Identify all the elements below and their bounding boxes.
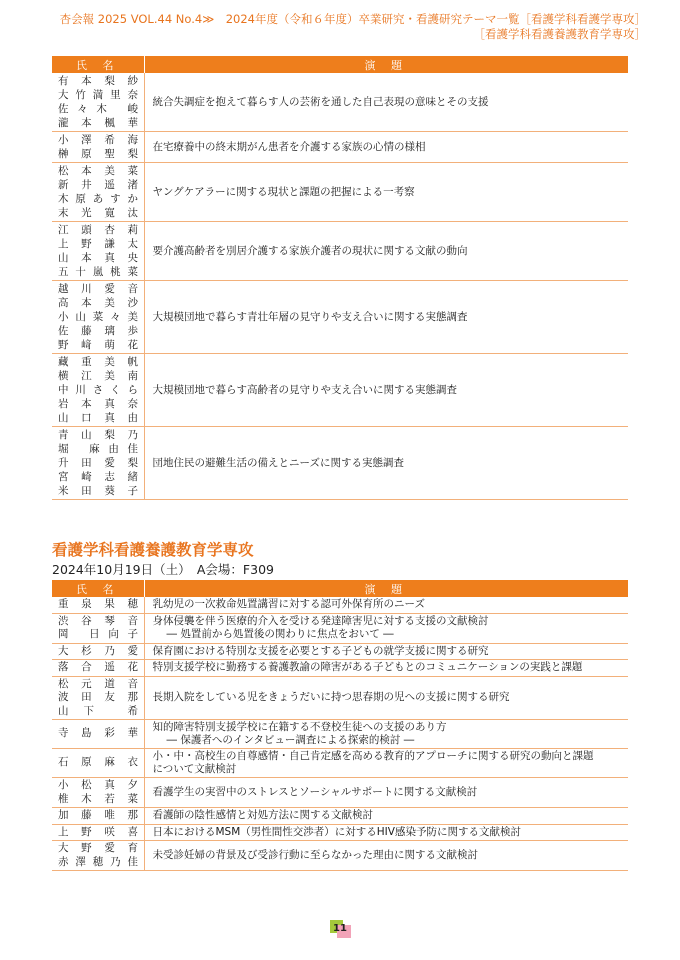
- presenter-name: 藏重美帆: [58, 356, 138, 368]
- presenter-names-cell: [52, 720, 144, 749]
- research-topic: 統合失調症を抱えて暮らす人の芸術を通した自己表現の意味とその支援: [152, 95, 489, 108]
- presenter-name: 石原麻衣: [58, 756, 138, 769]
- table-row: [52, 660, 628, 677]
- table-row: [52, 354, 628, 427]
- research-topic-cell: [144, 163, 628, 222]
- presenter-names-cell: [52, 808, 144, 825]
- presenter-name: 中川さくら: [58, 384, 138, 396]
- presenter-name: 大杉乃愛: [58, 644, 138, 657]
- research-topic: 未受診妊婦の背景及び受診行動に至らなかった理由に関する文献検討: [152, 849, 478, 861]
- presenter-name: 大竹満里奈: [58, 89, 138, 101]
- table-row: [52, 749, 628, 778]
- research-topic-cell: [144, 427, 628, 500]
- table-row: [52, 281, 628, 354]
- research-topic: 日本におけるMSM（男性間性交渉者）に対するHIV感染予防に関する文献検討: [152, 825, 521, 838]
- presenter-name: 山本真央: [58, 252, 138, 264]
- table-row: [52, 73, 628, 132]
- table-row: [52, 778, 628, 808]
- presenter-name: 新井遥渚: [58, 179, 138, 191]
- research-topic: 大規模団地で暮らす青壮年層の見守りや支え合いに関する実態調査: [152, 310, 468, 323]
- table-nursing-major: [52, 56, 628, 500]
- presenter-name: 椎木若菜: [58, 792, 138, 805]
- research-topic-cell: [144, 824, 628, 841]
- research-topic-cell: [144, 778, 628, 808]
- presenter-names-cell: [52, 841, 144, 871]
- presenter-name: 小松真夕: [58, 779, 138, 791]
- presenter-name: 青山梨乃: [58, 429, 138, 441]
- table-row: [52, 643, 628, 660]
- research-topic: 看護師の陰性感情と対処方法に関する文献検討: [152, 809, 373, 822]
- table-school-nursing-major: [52, 580, 628, 871]
- research-topic: 団地住民の避難生活の備えとニーズに関する実態調査: [152, 456, 404, 469]
- presenter-name: 山口真由: [58, 412, 138, 424]
- presenter-names-cell: [52, 427, 144, 500]
- presenter-name: 赤澤穂乃佳: [58, 855, 138, 868]
- presenter-names-cell: [52, 222, 144, 281]
- table-row: [52, 163, 628, 222]
- table-row: [52, 427, 628, 500]
- presenter-names-cell: [52, 163, 144, 222]
- col-header-topic: 演 題: [144, 56, 628, 73]
- page-number: 11: [333, 923, 347, 934]
- research-topic: 在宅療養中の終末期がん患者を介護する家族の心情の様相: [152, 140, 426, 153]
- running-header: [60, 12, 646, 42]
- presenter-names-cell: [52, 749, 144, 778]
- presenter-names-cell: [52, 778, 144, 808]
- presenter-names-cell: [52, 73, 144, 132]
- presenter-name: 加藤唯那: [58, 809, 138, 821]
- presenter-name: 佐藤璃歩: [58, 325, 138, 337]
- research-topic: 要介護高齢者を別居介護する家族介護者の現状に関する文献の動向: [152, 244, 468, 257]
- research-topic: 身体侵襲を伴う医療的介入を受ける発達障害児に対する支援の文献検討: [152, 615, 489, 627]
- presenter-names-cell: [52, 597, 144, 613]
- presenter-name: 瀧本楓華: [58, 117, 138, 129]
- research-topic-cell: [144, 643, 628, 660]
- table-body: [52, 597, 628, 871]
- presenter-name: 岩本真奈: [58, 398, 138, 410]
- table-row: [52, 720, 628, 749]
- table-body: [52, 73, 628, 500]
- research-topic-cell: [144, 73, 628, 132]
- presenter-name: 波田友那: [58, 691, 138, 703]
- table-row: [52, 597, 628, 613]
- research-topic-cell: [144, 660, 628, 677]
- presenter-name: 落合遥花: [58, 661, 138, 673]
- col-header-topic: 演 題: [144, 580, 628, 597]
- presenter-name: 江頭杏莉: [58, 224, 138, 236]
- presenter-name: 越川愛音: [58, 283, 138, 295]
- presenter-name: 寺島彩華: [58, 727, 138, 740]
- research-topic: 乳幼児の一次救命処置講習に対する認可外保育所のニーズ: [152, 598, 425, 611]
- table-header-row: [52, 56, 628, 73]
- presenter-name: 野﨑萌花: [58, 339, 138, 351]
- header-line-1: 杏会報 2025 VOL.44 No.4≫ 2024年度（令和６年度）卒業研究・看護研究テーマ一覧［看護学科看護学専攻］: [59, 12, 646, 26]
- research-topic-cell: [144, 132, 628, 163]
- presenter-name: 横江美南: [58, 370, 138, 382]
- presenter-name: 米田葵子: [58, 485, 138, 497]
- presenter-names-cell: [52, 824, 144, 841]
- presenter-names-cell: [52, 613, 144, 643]
- research-topic: 看護学生の実習中のストレスとソーシャルサポートに関する文献検討: [152, 786, 478, 798]
- header-line-2: ［看護学科看護養護教育学専攻］: [473, 27, 646, 41]
- presenter-names-cell: [52, 281, 144, 354]
- page-number-badge: [330, 920, 352, 938]
- research-topic: ヤングケアラーに関する現状と課題の把握による一考察: [152, 185, 415, 198]
- presenter-name: 堀 麻由佳: [58, 443, 138, 455]
- presenter-name: 佐々木 峻: [58, 103, 138, 115]
- presenter-name: 小澤希海: [58, 134, 138, 146]
- col-header-name: 氏 名: [52, 56, 144, 73]
- research-topic: 長期入院をしている児をきょうだいに持つ思春期の児への支援に関する研究: [152, 691, 510, 704]
- presenter-name: 大野愛育: [58, 842, 138, 854]
- research-topic-cell: [144, 613, 628, 643]
- presenter-name: 木原あすか: [58, 193, 138, 205]
- research-subtitle: について文献検討: [152, 763, 237, 775]
- research-topic: 保育園における特別な支援を必要とする子どもの就学支援に関する研究: [152, 644, 489, 657]
- session-date-venue: 2024年10月19日（土） A会場：F309: [52, 562, 274, 577]
- section-title: 看護学科看護養護教育学専攻: [52, 541, 254, 559]
- presenter-name: 上野咲喜: [58, 825, 138, 838]
- presenter-name: 上野謙太: [58, 238, 138, 250]
- presenter-name: 末光寛汰: [58, 207, 138, 219]
- col-header-name: 氏 名: [52, 580, 144, 597]
- presenter-name: 岡 日向子: [58, 628, 138, 640]
- table-row: [52, 222, 628, 281]
- research-topic: 知的障害特別支援学校に在籍する不登校生徒への支援のあり方: [152, 721, 447, 733]
- research-topic-cell: [144, 841, 628, 871]
- presenter-name: 重泉果穂: [58, 598, 138, 610]
- research-topic-cell: [144, 808, 628, 825]
- table-row: [52, 676, 628, 720]
- presenter-name: 高本美沙: [58, 297, 138, 309]
- presenter-name: 有本梨紗: [58, 75, 138, 87]
- table-header-row: [52, 580, 628, 597]
- research-topic: 小・中・高校生の自尊感情・自己肯定感を高める教育的アプローチに関する研究の動向と課題: [152, 750, 594, 762]
- presenter-names-cell: [52, 643, 144, 660]
- research-topic-cell: [144, 354, 628, 427]
- research-topic-cell: [144, 281, 628, 354]
- research-subtitle: ― 保護者へのインタビュー調査による探索的検討 ―: [166, 734, 415, 746]
- presenter-names-cell: [52, 660, 144, 677]
- research-topic-cell: [144, 749, 628, 778]
- table-row: [52, 132, 628, 163]
- presenter-names-cell: [52, 132, 144, 163]
- presenter-name: 松元道音: [58, 677, 138, 690]
- research-topic: 特別支援学校に勤務する養護教諭の障害がある子どもとのコミュニケーションの実践と課題: [152, 661, 583, 674]
- presenter-name: 渋谷琴音: [58, 614, 138, 627]
- table-row: [52, 808, 628, 825]
- table-row: [52, 613, 628, 643]
- table-row: [52, 841, 628, 871]
- presenter-name: 山下 希: [58, 704, 138, 717]
- presenter-names-cell: [52, 354, 144, 427]
- presenter-name: 榊原聖梨: [58, 148, 138, 160]
- presenter-name: 松本美菜: [58, 165, 138, 177]
- research-topic: 大規模団地で暮らす高齢者の見守りや支え合いに関する実態調査: [152, 383, 457, 396]
- presenter-names-cell: [52, 676, 144, 720]
- presenter-name: 升田愛梨: [58, 457, 138, 469]
- presenter-name: 宮崎志緒: [58, 471, 138, 483]
- research-topic-cell: [144, 676, 628, 720]
- table-row: [52, 824, 628, 841]
- research-topic-cell: [144, 720, 628, 749]
- research-topic-cell: [144, 597, 628, 613]
- research-subtitle: ― 処置前から処置後の関わりに焦点をおいて ―: [166, 628, 394, 640]
- presenter-name: 五十嵐桃菜: [58, 266, 138, 278]
- presenter-name: 小山菜々美: [58, 311, 138, 323]
- research-topic-cell: [144, 222, 628, 281]
